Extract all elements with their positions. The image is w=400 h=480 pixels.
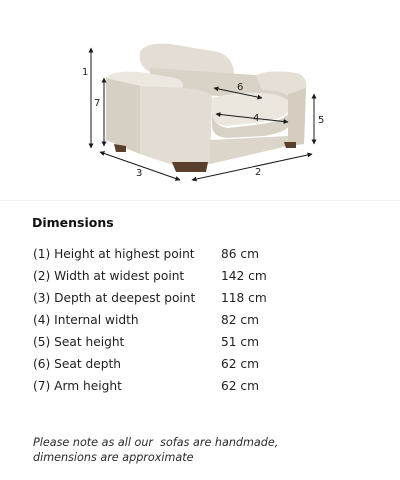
section-divider xyxy=(0,200,400,201)
dimensions-heading: Dimensions xyxy=(32,215,114,230)
note-line-2: dimensions are approximate xyxy=(33,451,194,464)
dimension-value: 86 cm xyxy=(221,247,259,261)
dimension-value: 82 cm xyxy=(221,313,259,327)
dimension-row-height xyxy=(33,243,373,265)
handmade-note xyxy=(33,435,373,465)
dimension-label: (6) Seat depth xyxy=(33,357,121,371)
dimension-label: (4) Internal width xyxy=(33,313,139,327)
dimension-value: 142 cm xyxy=(221,269,267,283)
armchair-dimension-illustration xyxy=(0,0,400,200)
dimension-row-seat-depth xyxy=(33,353,373,375)
dimension-row-internal-width xyxy=(33,309,373,331)
dimension-label: (3) Depth at deepest point xyxy=(33,291,196,305)
dimension-label: (2) Width at widest point xyxy=(33,269,185,283)
marker-5: 5 xyxy=(318,115,325,126)
marker-1: 1 xyxy=(82,67,89,78)
dimension-label: (1) Height at highest point xyxy=(33,247,195,261)
dimension-row-width xyxy=(33,265,373,287)
marker-2: 2 xyxy=(255,167,262,178)
marker-7: 7 xyxy=(94,98,101,109)
dimension-value: 118 cm xyxy=(221,291,267,305)
armchair-image xyxy=(106,44,306,172)
marker-3: 3 xyxy=(136,168,143,179)
dimension-row-depth xyxy=(33,287,373,309)
note-line-1: Please note as all our sofas are handmade, xyxy=(33,436,279,449)
dimension-label: (5) Seat height xyxy=(33,335,125,349)
dimension-value: 62 cm xyxy=(221,357,259,371)
marker-6: 6 xyxy=(237,82,244,93)
dimensions-list xyxy=(33,243,373,397)
dimension-value: 51 cm xyxy=(221,335,259,349)
marker-4: 4 xyxy=(253,113,260,124)
dimension-row-arm-height xyxy=(33,375,373,397)
dimension-row-seat-height xyxy=(33,331,373,353)
dimension-value: 62 cm xyxy=(221,379,259,393)
dimension-label: (7) Arm height xyxy=(33,379,122,393)
